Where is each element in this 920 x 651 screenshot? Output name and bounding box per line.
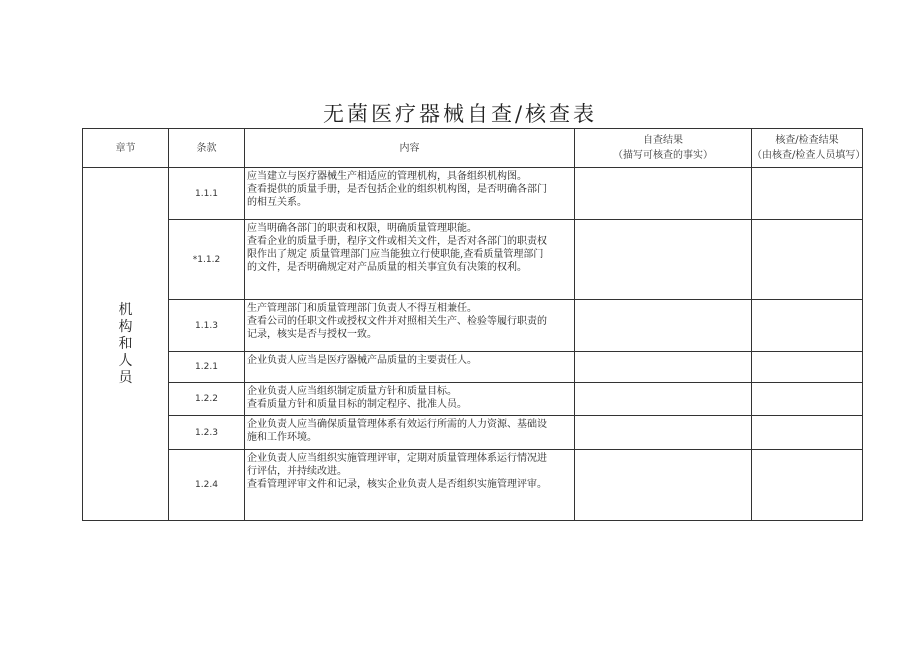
- verify-label: 核查/检查结果: [775, 135, 839, 146]
- content-line: 查看企业的质量手册，程序文件或相关文件，是否对各部门的职责权: [247, 236, 547, 247]
- clause-number: 1.1.1: [169, 168, 245, 220]
- content-line: 查看提供的质量手册，是否包括企业的组织机构图，是否明确各部门: [247, 184, 547, 195]
- content-line: 施和工作环境。: [247, 432, 317, 443]
- clause-number: 1.2.1: [169, 352, 245, 383]
- clause-number: 1.2.4: [169, 450, 245, 521]
- clause-number: 1.2.3: [169, 416, 245, 450]
- verify-field[interactable]: [752, 416, 863, 450]
- table-row: [83, 352, 863, 383]
- content-line: 记录，核实是否与授权一致。: [247, 329, 377, 340]
- self-check-note: （描写可核查的事实）: [613, 150, 713, 161]
- clause-content: [245, 220, 575, 300]
- checklist-table: [82, 128, 866, 521]
- header-self-check: [575, 129, 752, 168]
- table-row: [83, 416, 863, 450]
- table-row: [83, 300, 863, 352]
- chapter-name: 机构和人员: [118, 301, 133, 386]
- verify-field[interactable]: [752, 220, 863, 300]
- self-check-field[interactable]: [575, 416, 752, 450]
- clause-content: [245, 383, 575, 416]
- header-row: [83, 129, 863, 168]
- form-title: 无菌医疗器械自查/核查表: [322, 102, 598, 126]
- clause-number: 1.2.2: [169, 383, 245, 416]
- content-line: 企业负责人应当是医疗器械产品质量的主要责任人。: [247, 355, 477, 366]
- content-line: 企业负责人应当确保质量管理体系有效运行所需的人力资源、基础设: [247, 419, 547, 430]
- self-check-field[interactable]: [575, 352, 752, 383]
- table-row: [83, 168, 863, 220]
- header-chapter: 章节: [83, 129, 169, 168]
- clause-number: *1.1.2: [169, 220, 245, 300]
- content-line: 应当建立与医疗器械生产相适应的管理机构，具备组织机构图。: [247, 171, 527, 182]
- header-content: 内容: [245, 129, 575, 168]
- content-line: 生产管理部门和质量管理部门负责人不得互相兼任。: [247, 303, 477, 314]
- self-check-field[interactable]: [575, 220, 752, 300]
- verify-note: （由核查/检查人员填写）: [752, 150, 866, 161]
- clause-content: [245, 352, 575, 383]
- table-row: [83, 383, 863, 416]
- clause-content: [245, 450, 575, 521]
- verify-field[interactable]: [752, 168, 863, 220]
- content-line: 的相互关系。: [247, 197, 307, 208]
- chapter-cell: [83, 168, 169, 521]
- content-line: 查看质量方针和质量目标的制定程序、批准人员。: [247, 399, 467, 410]
- clause-content: [245, 416, 575, 450]
- table-row: [83, 220, 863, 300]
- table-row: [83, 450, 863, 521]
- verify-field[interactable]: [752, 300, 863, 352]
- clause-content: [245, 168, 575, 220]
- self-check-field[interactable]: [575, 450, 752, 521]
- content-line: 应当明确各部门的职责和权限，明确质量管理职能。: [247, 223, 477, 234]
- content-line: 查看管理评审文件和记录，核实企业负责人是否组织实施管理评审。: [247, 479, 547, 490]
- content-line: 企业负责人应当组织实施管理评审，定期对质量管理体系运行情况进: [247, 453, 547, 464]
- clause-content: [245, 300, 575, 352]
- content-line: 限作出了规定 质量管理部门应当能独立行使职能,查看质量管理部门: [247, 249, 544, 260]
- content-line: 企业负责人应当组织制定质量方针和质量目标。: [247, 386, 457, 397]
- verify-field[interactable]: [752, 383, 863, 416]
- header-clause: 条款: [169, 129, 245, 168]
- self-check-field[interactable]: [575, 383, 752, 416]
- content-line: 行评估，并持续改进。: [247, 466, 347, 477]
- self-check-label: 自查结果: [643, 135, 683, 146]
- verify-field[interactable]: [752, 352, 863, 383]
- self-check-field[interactable]: [575, 168, 752, 220]
- content-line: 查看公司的任职文件或授权文件并对照相关生产、检验等履行职责的: [247, 316, 547, 327]
- content-line: 的文件，是否明确规定对产品质量的相关事宜负有决策的权利。: [247, 262, 527, 273]
- header-verify: [752, 129, 866, 168]
- verify-field[interactable]: [752, 450, 863, 521]
- clause-number: 1.1.3: [169, 300, 245, 352]
- self-check-field[interactable]: [575, 300, 752, 352]
